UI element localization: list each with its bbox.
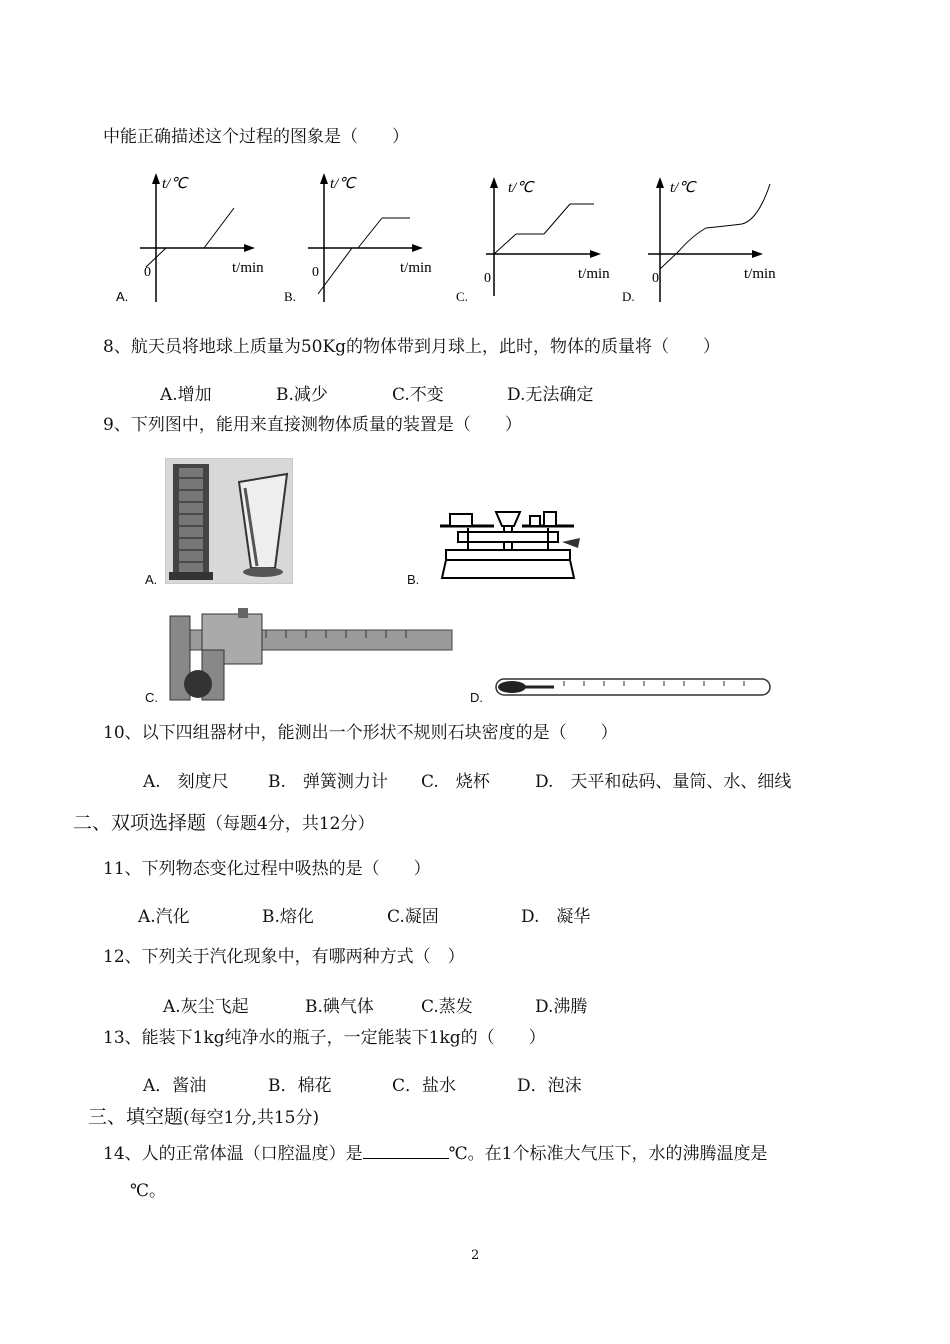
q8-option-a: A.增加 — [160, 385, 212, 405]
graph-d-label: D. — [622, 289, 635, 304]
graph-d-y-label: t/℃ — [670, 180, 696, 196]
q7-stem: 中能正确描述这个过程的图象是（ ） — [103, 127, 409, 147]
q10-stem: 10、以下四组器材中，能测出一个形状不规则石块密度的是（ ） — [103, 723, 618, 743]
graph-b-origin: 0 — [312, 265, 319, 280]
q12-option-c: C.蒸发 — [421, 997, 473, 1017]
q12-option-d: D.沸腾 — [535, 997, 588, 1017]
q11-option-c: C.凝固 — [387, 907, 439, 927]
q13-option-a: A．酱油 — [143, 1076, 207, 1096]
graph-a-y-label: t/℃ — [162, 176, 188, 192]
graduated-cylinder-icon — [165, 458, 293, 584]
section-3-title: 三、填空题 — [88, 1106, 184, 1128]
q12-option-b: B.碘气体 — [305, 997, 374, 1017]
section-2-title: 二、双项选择题 — [73, 812, 207, 834]
section-3-note: (每空1分,共15分) — [183, 1108, 320, 1128]
q10-option-a: A. 刻度尺 — [143, 772, 229, 792]
q13-option-d: D．泡沫 — [517, 1076, 582, 1096]
graph-b-x-label: t/min — [400, 260, 432, 276]
graph-c-origin: 0 — [484, 271, 491, 286]
section-2-note: （每题4分，共12分） — [206, 814, 375, 834]
graph-b — [278, 168, 448, 308]
q13-option-b: B．棉花 — [268, 1076, 332, 1096]
graph-d-origin: 0 — [652, 271, 659, 286]
q14-line2: ℃。 — [130, 1181, 167, 1201]
graph-d-x-label: t/min — [744, 266, 776, 282]
q14-part1: 14、人的正常体温（口腔温度）是 — [103, 1144, 363, 1164]
graph-c-x-label: t/min — [578, 266, 610, 282]
q7-graphs — [110, 168, 800, 308]
q13-option-c: C．盐水 — [392, 1076, 457, 1096]
graph-a-origin: 0 — [144, 265, 151, 280]
q8-stem: 8、航天员将地球上质量为50Kg的物体带到月球上，此时，物体的质量将（ ） — [103, 337, 721, 357]
balance-scale-icon — [434, 504, 584, 584]
graph-a-label: A. — [116, 289, 129, 304]
graph-c — [448, 168, 618, 308]
q9-label-d: D. — [470, 690, 483, 705]
q9-label-c: C. — [145, 690, 158, 705]
q11-stem: 11、下列物态变化过程中吸热的是（ ） — [103, 859, 431, 879]
q11-option-b: B.熔化 — [262, 907, 314, 927]
q11-option-d: D. 凝华 — [521, 907, 591, 927]
graph-b-y-label: t/℃ — [330, 176, 356, 192]
page-number: 2 — [471, 1248, 480, 1263]
q10-option-d: D. 天平和砝码、量筒、水、细线 — [535, 772, 792, 792]
section-2-heading — [73, 811, 374, 835]
graph-c-y-label: t/℃ — [508, 180, 534, 196]
q11-option-a: A.汽化 — [138, 907, 190, 927]
q14-line1 — [103, 1142, 767, 1165]
q10-option-c: C. 烧杯 — [421, 772, 490, 792]
q9-label-b: B. — [407, 572, 420, 587]
q12-stem: 12、下列关于汽化现象中，有哪两种方式（ ） — [103, 947, 465, 967]
q13-stem: 13、能装下1kg纯净水的瓶子，一定能装下1kg的（ ） — [103, 1028, 546, 1048]
q12-option-a: A.灰尘飞起 — [163, 997, 249, 1017]
graph-a — [110, 168, 280, 308]
q9-stem: 9、下列图中，能用来直接测物体质量的装置是（ ） — [103, 415, 522, 435]
q8-option-b: B.减少 — [276, 385, 328, 405]
graph-d — [618, 168, 798, 308]
q8-option-c: C.不变 — [392, 385, 444, 405]
graph-b-label: B. — [284, 289, 296, 304]
vernier-caliper-icon — [166, 608, 458, 704]
q14-part2: ℃。在1个标准大气压下，水的沸腾温度是 — [448, 1144, 768, 1164]
q8-option-d: D.无法确定 — [507, 385, 594, 405]
section-3-heading — [88, 1105, 319, 1129]
graph-c-label: C. — [456, 289, 468, 304]
q9-label-a: A. — [145, 572, 158, 587]
q14-answer-blank[interactable] — [363, 1142, 449, 1159]
q10-option-b: B. 弹簧测力计 — [268, 772, 388, 792]
graph-a-x-label: t/min — [232, 260, 264, 276]
thermometer-icon — [494, 674, 774, 700]
